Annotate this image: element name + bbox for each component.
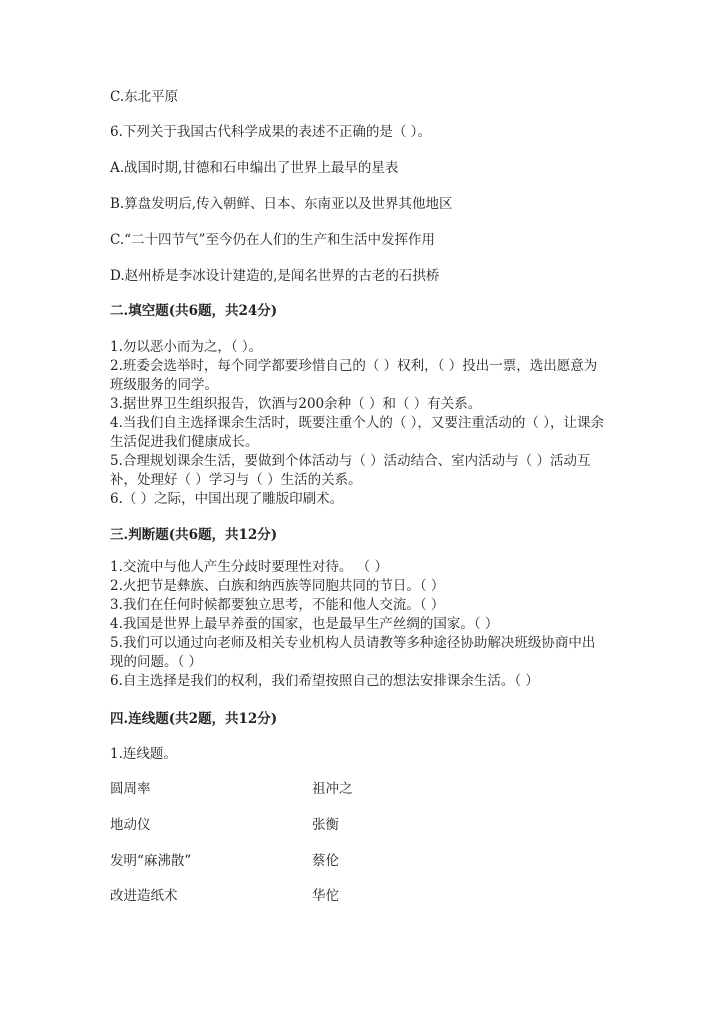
q5-option-c: C.东北平原 [110,89,179,105]
fill-blank-item: 4.当我们自主选择课余生活时，既要注重个人的（ ），又要注重活动的（ ），让课余生活促进我们健康成长。 [110,415,604,450]
matching-right-item: 蔡伦 [312,853,339,869]
fill-blank-item: 5.合理规划课余生活，要做到个体活动与（ ）活动结合、室内活动与（ ）活动互补，处理好（ ）学习与（ ）生活的关系。 [110,453,591,488]
judgement-item: 1.交流中与他人产生分歧时要理性对待。 （ ） [110,559,388,575]
fill-blank-item: 1.勿以恶小而为之，（ ）。 [110,339,263,355]
judgement-list [110,558,605,691]
judgement-item: 3.我们在任何时候都要独立思考，不能和他人交流。（ ） [110,597,445,613]
section2-heading: 二.填空题(共6题，共24分) [110,303,278,319]
matching-right-item: 祖冲之 [312,781,353,797]
fill-blank-item: 6.（ ）之际，中国出现了雕版印刷术。 [110,491,344,507]
fill-blank-list [110,338,605,509]
fill-blank-item: 2.班委会选举时，每个同学都要珍惜自己的（ ）权利，（ ）投出一票，选出愿意为班级服务的同学。 [110,358,598,393]
q6-option-d: D.赵州桥是李冰设计建造的,是闻名世界的古老的石拱桥 [110,268,440,284]
matching-left-item: 圆周率 [110,781,151,797]
q6-option-a: A.战国时期,甘德和石申编出了世界上最早的星表 [110,160,399,176]
matching-left-item: 地动仪 [110,817,151,833]
q6-option-c: C.“二十四节气”至今仍在人们的生产和生活中发挥作用 [110,232,435,248]
matching-left-item: 改进造纸术 [110,888,178,904]
fill-blank-item: 3.据世界卫生组织报告，饮酒与200余种（ ）和（ ）有关系。 [110,396,482,412]
judgement-item: 5.我们可以通过向老师及相关专业机构人员请教等多种途径协助解决班级协商中出现的问题。（ ） [110,635,596,670]
judgement-item: 6.自主选择是我们的权利，我们希望按照自己的想法安排课余生活。（ ） [110,673,539,689]
matching-right-item: 华佗 [312,888,339,904]
section4-heading: 四.连线题(共2题，共12分) [110,711,278,727]
judgement-item: 2.火把节是彝族、白族和纳西族等同胞共同的节日。（ ） [110,578,445,594]
matching-left-item: 发明“麻沸散” [110,853,192,869]
q6-question: 6.下列关于我国古代科学成果的表述不正确的是（ ）。 [110,124,431,140]
matching-question: 1.连线题。 [110,746,177,762]
matching-right-item: 张衡 [312,817,339,833]
section3-heading: 三.判断题(共6题，共12分) [110,527,278,543]
judgement-item: 4.我国是世界上最早养蚕的国家，也是最早生产丝绸的国家。（ ） [110,616,499,632]
q6-option-b: B.算盘发明后,传入朝鲜、日本、东南亚以及世界其他地区 [110,196,453,212]
